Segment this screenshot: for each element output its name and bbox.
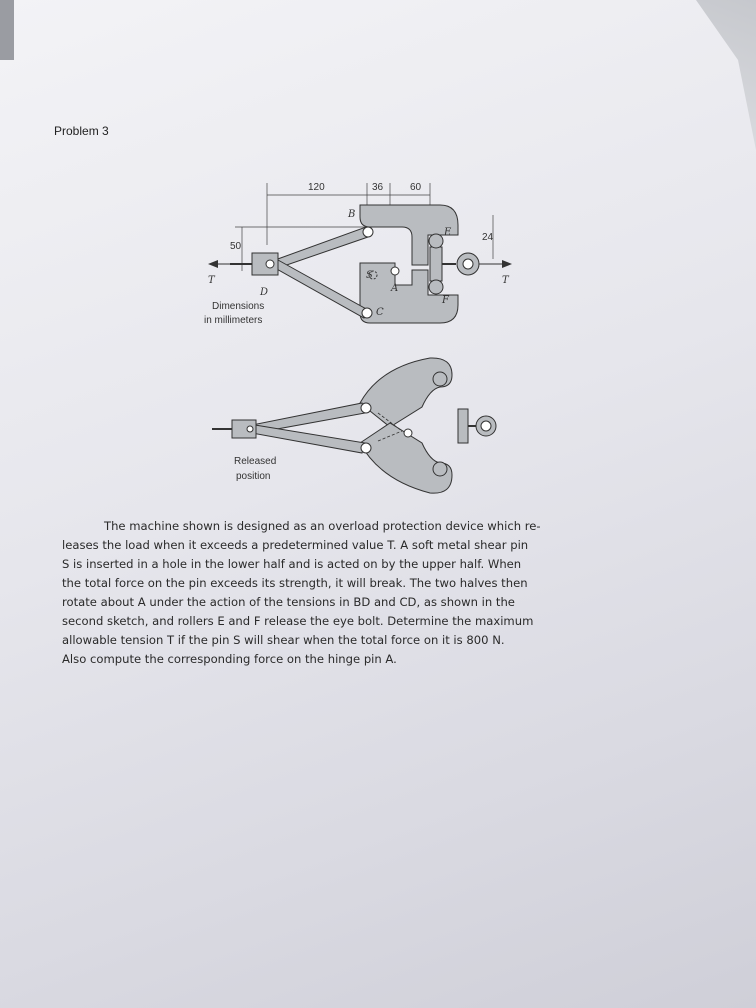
dim-120: 120 xyxy=(308,182,325,193)
text-line: second sketch, and rollers E and F release the eye bolt. Determine the maximum xyxy=(62,614,534,628)
problem-statement xyxy=(62,517,642,669)
link-CD xyxy=(275,260,368,318)
label-B: B xyxy=(348,209,356,220)
released-roller-E xyxy=(433,372,447,386)
caption-millimeters: in millimeters xyxy=(204,315,263,326)
arrow-T-right xyxy=(502,260,512,268)
eye-bolt-head xyxy=(430,247,442,281)
label-D: D xyxy=(260,287,269,298)
released-pin-C xyxy=(361,443,371,453)
binding-edge xyxy=(0,0,14,60)
released-pin-B xyxy=(361,403,371,413)
released-pin-D xyxy=(247,426,253,432)
text-line: leases the load when it exceeds a predetermined value T. A soft metal shear pin xyxy=(62,538,529,552)
link-BD xyxy=(275,227,368,268)
pin-C xyxy=(362,308,372,318)
released-eye-bolt-head xyxy=(458,409,468,443)
text-line: The machine shown is designed as an overload protection device which re- xyxy=(104,519,541,533)
label-C: C xyxy=(376,307,384,318)
mechanism-figure xyxy=(190,175,530,505)
figure-bottom xyxy=(212,358,496,493)
problem-label: Problem 3 xyxy=(54,124,109,138)
caption-released: Released xyxy=(234,456,277,467)
pin-D xyxy=(266,260,274,268)
roller-F xyxy=(429,280,443,294)
released-eye-bolt-hole xyxy=(481,421,491,431)
text-line: S is inserted in a hole in the lower half and is acted on by the upper half. When xyxy=(62,557,522,571)
dim-50: 50 xyxy=(230,241,242,252)
caption-dimensions: Dimensions xyxy=(212,301,265,312)
dim-60: 60 xyxy=(410,182,422,193)
figure-top xyxy=(204,182,512,326)
pin-B xyxy=(363,227,373,237)
caption-position: position xyxy=(236,471,271,482)
released-upper-jaw xyxy=(360,358,452,427)
text-line: rotate about A under the action of the tensions in BD and CD, as shown in the xyxy=(62,595,515,609)
eye-bolt-hole xyxy=(463,259,473,269)
pin-A xyxy=(391,267,399,275)
released-link-CD xyxy=(252,425,365,453)
label-E: E xyxy=(444,227,452,238)
lower-half-body xyxy=(360,263,458,323)
released-pin-A xyxy=(404,429,412,437)
label-A: A xyxy=(391,283,399,294)
label-T-right: T xyxy=(502,275,509,286)
label-F: F xyxy=(442,295,449,306)
roller-E xyxy=(429,234,443,248)
text-line: the total force on the pin exceeds its strength, it will break. The two halves then xyxy=(62,576,528,590)
dim-24: 24 xyxy=(482,232,494,243)
arrow-T-left xyxy=(208,260,218,268)
text-line: allowable tension T if the pin S will shear when the total force on it is 800 N. xyxy=(62,633,505,647)
label-S: S xyxy=(366,270,373,281)
released-roller-F xyxy=(433,462,447,476)
text-line: Also compute the corresponding force on the hinge pin A. xyxy=(62,652,397,666)
label-T-left: T xyxy=(208,275,215,286)
dim-36: 36 xyxy=(372,182,384,193)
